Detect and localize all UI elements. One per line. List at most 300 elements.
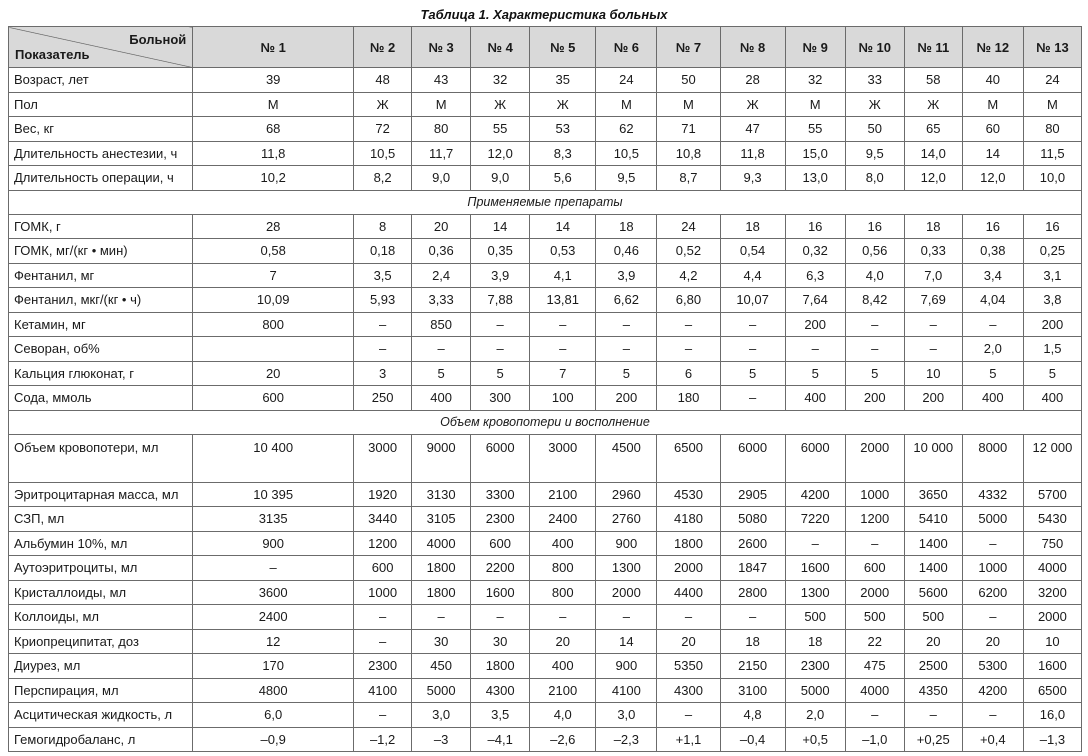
value-cell: 400 [412,386,471,411]
value-cell: 200 [904,386,962,411]
value-cell: – [904,312,962,337]
row-label: Возраст, лет [9,68,193,93]
value-cell: 200 [1023,312,1081,337]
value-cell: 32 [471,68,530,93]
row-label: Аутоэритроциты, мл [9,556,193,581]
value-cell: 2100 [530,678,596,703]
value-cell: 5 [962,361,1023,386]
value-cell: 250 [354,386,412,411]
value-cell: М [193,92,354,117]
value-cell: – [354,605,412,630]
value-cell: 2600 [720,531,785,556]
value-cell: 7 [530,361,596,386]
value-cell: 400 [530,654,596,679]
value-cell: 2000 [845,434,904,482]
table-row [9,288,1082,313]
value-cell: 10,07 [720,288,785,313]
value-cell: 500 [904,605,962,630]
value-cell: – [596,605,657,630]
value-cell: 0,32 [785,239,845,264]
value-cell: 4200 [785,482,845,507]
row-label: Длительность операции, ч [9,166,193,191]
value-cell: 16 [962,214,1023,239]
value-cell: 5700 [1023,482,1081,507]
value-cell: – [657,605,720,630]
row-label: Фентанил, мкг/(кг • ч) [9,288,193,313]
value-cell: 0,18 [354,239,412,264]
value-cell: 33 [845,68,904,93]
value-cell: 4,0 [845,263,904,288]
value-cell: – [530,312,596,337]
value-cell: 4300 [657,678,720,703]
value-cell: 7,0 [904,263,962,288]
value-cell: М [596,92,657,117]
value-cell: М [962,92,1023,117]
value-cell: – [354,703,412,728]
value-cell: – [657,703,720,728]
value-cell: – [657,337,720,362]
value-cell: Ж [354,92,412,117]
section-header-row [9,190,1082,214]
table-row [9,654,1082,679]
value-cell: 13,81 [530,288,596,313]
value-cell: 10 [1023,629,1081,654]
value-cell: 3,9 [471,263,530,288]
corner-label-indicator: Показатель [15,47,90,62]
value-cell: 11,7 [412,141,471,166]
value-cell: – [354,337,412,362]
value-cell: – [785,337,845,362]
value-cell: 3000 [530,434,596,482]
value-cell: 800 [193,312,354,337]
table-row [9,580,1082,605]
value-cell: –3 [412,727,471,752]
value-cell: 6000 [471,434,530,482]
value-cell: 600 [354,556,412,581]
value-cell: –2,3 [596,727,657,752]
value-cell: – [193,556,354,581]
value-cell: 2400 [193,605,354,630]
corner-header-cell [9,27,193,68]
value-cell: 800 [530,556,596,581]
value-cell: 500 [785,605,845,630]
patient-header: № 13 [1023,27,1081,68]
value-cell: 1,5 [1023,337,1081,362]
value-cell: 0,36 [412,239,471,264]
patients-table [8,26,1082,752]
row-label: Альбумин 10%, мл [9,531,193,556]
value-cell: 3130 [412,482,471,507]
value-cell: –1,0 [845,727,904,752]
value-cell: 6500 [1023,678,1081,703]
value-cell: 58 [904,68,962,93]
table-row [9,68,1082,93]
value-cell: 8,2 [354,166,412,191]
value-cell: – [530,605,596,630]
table-body [9,68,1082,752]
row-label: ГОМК, г [9,214,193,239]
value-cell: 10 400 [193,434,354,482]
value-cell: 0,25 [1023,239,1081,264]
value-cell: 5000 [785,678,845,703]
value-cell: 8000 [962,434,1023,482]
table-row [9,166,1082,191]
section-title: Применяемые препараты [9,190,1082,214]
value-cell: 48 [354,68,412,93]
value-cell: 7,88 [471,288,530,313]
value-cell: 2000 [596,580,657,605]
value-cell: 28 [193,214,354,239]
value-cell: +0,4 [962,727,1023,752]
value-cell: 9000 [412,434,471,482]
value-cell: 20 [904,629,962,654]
value-cell: 50 [657,68,720,93]
value-cell: 4100 [354,678,412,703]
value-cell: +0,5 [785,727,845,752]
value-cell: М [1023,92,1081,117]
value-cell: – [412,605,471,630]
value-cell: 18 [596,214,657,239]
table-row [9,703,1082,728]
value-cell: 22 [845,629,904,654]
value-cell: – [962,605,1023,630]
value-cell: 4500 [596,434,657,482]
patient-header: № 6 [596,27,657,68]
value-cell: 11,5 [1023,141,1081,166]
corner-label-patient: Больной [129,32,187,47]
value-cell: 9,3 [720,166,785,191]
value-cell: 400 [962,386,1023,411]
value-cell: 475 [845,654,904,679]
value-cell: 400 [530,531,596,556]
value-cell: 8,42 [845,288,904,313]
row-label: Фентанил, мг [9,263,193,288]
value-cell: 16 [845,214,904,239]
value-cell: – [412,337,471,362]
row-label: Длительность анестезии, ч [9,141,193,166]
row-label: Объем кровопотери, мл [9,434,193,482]
patient-header: № 3 [412,27,471,68]
value-cell: 3300 [471,482,530,507]
value-cell: – [845,337,904,362]
value-cell: – [845,531,904,556]
value-cell: 3200 [1023,580,1081,605]
value-cell: – [962,703,1023,728]
row-label: Кристаллоиды, мл [9,580,193,605]
value-cell: 5,93 [354,288,412,313]
value-cell: 1300 [785,580,845,605]
value-cell: 5430 [1023,507,1081,532]
value-cell: 5350 [657,654,720,679]
value-cell: 0,58 [193,239,354,264]
value-cell: – [904,703,962,728]
row-label: Кальция глюконат, г [9,361,193,386]
value-cell: 24 [657,214,720,239]
value-cell: 2150 [720,654,785,679]
value-cell: 10 000 [904,434,962,482]
patient-header: № 9 [785,27,845,68]
value-cell: 18 [785,629,845,654]
value-cell: – [785,531,845,556]
value-cell: 600 [193,386,354,411]
value-cell: 2000 [1023,605,1081,630]
value-cell: – [962,531,1023,556]
patient-header: № 11 [904,27,962,68]
value-cell: 2400 [530,507,596,532]
value-cell: 4100 [596,678,657,703]
value-cell: 5080 [720,507,785,532]
value-cell: 4,1 [530,263,596,288]
value-cell: 9,0 [471,166,530,191]
section-title: Объем кровопотери и восполнение [9,410,1082,434]
value-cell: 10,8 [657,141,720,166]
value-cell: 400 [785,386,845,411]
value-cell: 6,80 [657,288,720,313]
row-label: СЗП, мл [9,507,193,532]
value-cell: – [354,629,412,654]
value-cell: 1800 [471,654,530,679]
value-cell: 24 [1023,68,1081,93]
value-cell: 10,5 [596,141,657,166]
value-cell: 14,0 [904,141,962,166]
value-cell: 10 [904,361,962,386]
table-row [9,386,1082,411]
value-cell: 30 [412,629,471,654]
row-label: Пол [9,92,193,117]
table-row [9,629,1082,654]
value-cell: 4300 [471,678,530,703]
value-cell: 8 [354,214,412,239]
table-row [9,337,1082,362]
value-cell: 3440 [354,507,412,532]
value-cell: 55 [471,117,530,142]
value-cell: Ж [471,92,530,117]
value-cell: 3,4 [962,263,1023,288]
value-cell: Ж [530,92,596,117]
value-cell: 800 [530,580,596,605]
value-cell: 1400 [904,556,962,581]
value-cell: 2300 [471,507,530,532]
value-cell: 65 [904,117,962,142]
value-cell: 14 [596,629,657,654]
value-cell: – [720,386,785,411]
value-cell: 5 [471,361,530,386]
value-cell: 20 [412,214,471,239]
value-cell: 20 [962,629,1023,654]
value-cell: – [845,312,904,337]
value-cell: 14 [471,214,530,239]
section-header-row [9,410,1082,434]
value-cell: 0,52 [657,239,720,264]
value-cell: 7,69 [904,288,962,313]
patient-header: № 8 [720,27,785,68]
table-row [9,117,1082,142]
value-cell: 5 [412,361,471,386]
value-cell: 8,7 [657,166,720,191]
value-cell: 3,0 [596,703,657,728]
value-cell: 0,38 [962,239,1023,264]
value-cell: 6500 [657,434,720,482]
value-cell: 3,5 [354,263,412,288]
value-cell: 200 [785,312,845,337]
value-cell: 1800 [412,556,471,581]
value-cell: 62 [596,117,657,142]
value-cell: 3,0 [412,703,471,728]
value-cell: 3100 [720,678,785,703]
value-cell: 12 000 [1023,434,1081,482]
row-label: Сода, ммоль [9,386,193,411]
value-cell: 450 [412,654,471,679]
patient-header: № 2 [354,27,412,68]
value-cell: 50 [845,117,904,142]
value-cell: 400 [1023,386,1081,411]
value-cell: 3650 [904,482,962,507]
value-cell: 1600 [785,556,845,581]
value-cell: Ж [720,92,785,117]
value-cell: 12,0 [471,141,530,166]
value-cell: 1800 [657,531,720,556]
value-cell: –0,9 [193,727,354,752]
value-cell: 3,8 [1023,288,1081,313]
value-cell: 6200 [962,580,1023,605]
value-cell: 100 [530,386,596,411]
value-cell: 40 [962,68,1023,93]
value-cell: 5600 [904,580,962,605]
value-cell: 1800 [412,580,471,605]
table-row [9,507,1082,532]
value-cell: 2300 [785,654,845,679]
value-cell: Ж [845,92,904,117]
value-cell: 9,5 [596,166,657,191]
value-cell: 7 [193,263,354,288]
value-cell: 28 [720,68,785,93]
value-cell: – [904,337,962,362]
value-cell: 300 [471,386,530,411]
value-cell: 0,46 [596,239,657,264]
table-row [9,482,1082,507]
table-row [9,141,1082,166]
row-label: Криопреципитат, доз [9,629,193,654]
value-cell: 47 [720,117,785,142]
value-cell: М [412,92,471,117]
table-row [9,214,1082,239]
value-cell: 5,6 [530,166,596,191]
table-row [9,312,1082,337]
value-cell: 12,0 [962,166,1023,191]
value-cell: 1847 [720,556,785,581]
table-row [9,263,1082,288]
value-cell: 1200 [845,507,904,532]
table-row [9,556,1082,581]
value-cell: –0,4 [720,727,785,752]
value-cell: 39 [193,68,354,93]
value-cell: 900 [193,531,354,556]
value-cell: 55 [785,117,845,142]
value-cell: 0,33 [904,239,962,264]
value-cell: 2000 [845,580,904,605]
value-cell: 32 [785,68,845,93]
value-cell: – [354,312,412,337]
value-cell: 35 [530,68,596,93]
patient-header: № 12 [962,27,1023,68]
value-cell: 3,33 [412,288,471,313]
value-cell: 170 [193,654,354,679]
value-cell: 6,0 [193,703,354,728]
value-cell: 11,8 [720,141,785,166]
value-cell: 5000 [412,678,471,703]
value-cell: 3,5 [471,703,530,728]
value-cell: 4200 [962,678,1023,703]
value-cell: – [845,703,904,728]
value-cell: 900 [596,654,657,679]
row-label: Кетамин, мг [9,312,193,337]
patient-header: № 4 [471,27,530,68]
value-cell: 5 [720,361,785,386]
value-cell: 72 [354,117,412,142]
value-cell: 4000 [1023,556,1081,581]
value-cell: 11,8 [193,141,354,166]
table-row [9,531,1082,556]
value-cell: 1000 [962,556,1023,581]
value-cell: 3,9 [596,263,657,288]
value-cell: 2000 [657,556,720,581]
value-cell: 13,0 [785,166,845,191]
value-cell: – [962,312,1023,337]
value-cell: 1400 [904,531,962,556]
value-cell: 16 [1023,214,1081,239]
value-cell: – [471,605,530,630]
value-cell: 3105 [412,507,471,532]
value-cell: 10,0 [1023,166,1081,191]
patient-header: № 7 [657,27,720,68]
value-cell: 9,0 [412,166,471,191]
value-cell: 4400 [657,580,720,605]
value-cell: – [720,605,785,630]
value-cell: 14 [530,214,596,239]
table-row [9,678,1082,703]
value-cell: 900 [596,531,657,556]
value-cell: –4,1 [471,727,530,752]
value-cell: 0,53 [530,239,596,264]
value-cell: 10,5 [354,141,412,166]
patient-header: № 1 [193,27,354,68]
value-cell: 2300 [354,654,412,679]
value-cell: 53 [530,117,596,142]
value-cell: 10 395 [193,482,354,507]
value-cell: 3 [354,361,412,386]
value-cell: Ж [904,92,962,117]
header-row [9,27,1082,68]
value-cell: 4350 [904,678,962,703]
value-cell: 16,0 [1023,703,1081,728]
value-cell: 20 [530,629,596,654]
value-cell: – [471,312,530,337]
value-cell: 60 [962,117,1023,142]
row-label: Коллоиды, мл [9,605,193,630]
value-cell: 4000 [412,531,471,556]
value-cell: 6,3 [785,263,845,288]
value-cell: 4,4 [720,263,785,288]
value-cell: 10,09 [193,288,354,313]
row-label: Гемогидробаланс, л [9,727,193,752]
value-cell: 5000 [962,507,1023,532]
value-cell: 18 [720,214,785,239]
value-cell: 1300 [596,556,657,581]
row-label: Перспирация, мл [9,678,193,703]
patient-header: № 5 [530,27,596,68]
value-cell: 3000 [354,434,412,482]
value-cell: 80 [412,117,471,142]
